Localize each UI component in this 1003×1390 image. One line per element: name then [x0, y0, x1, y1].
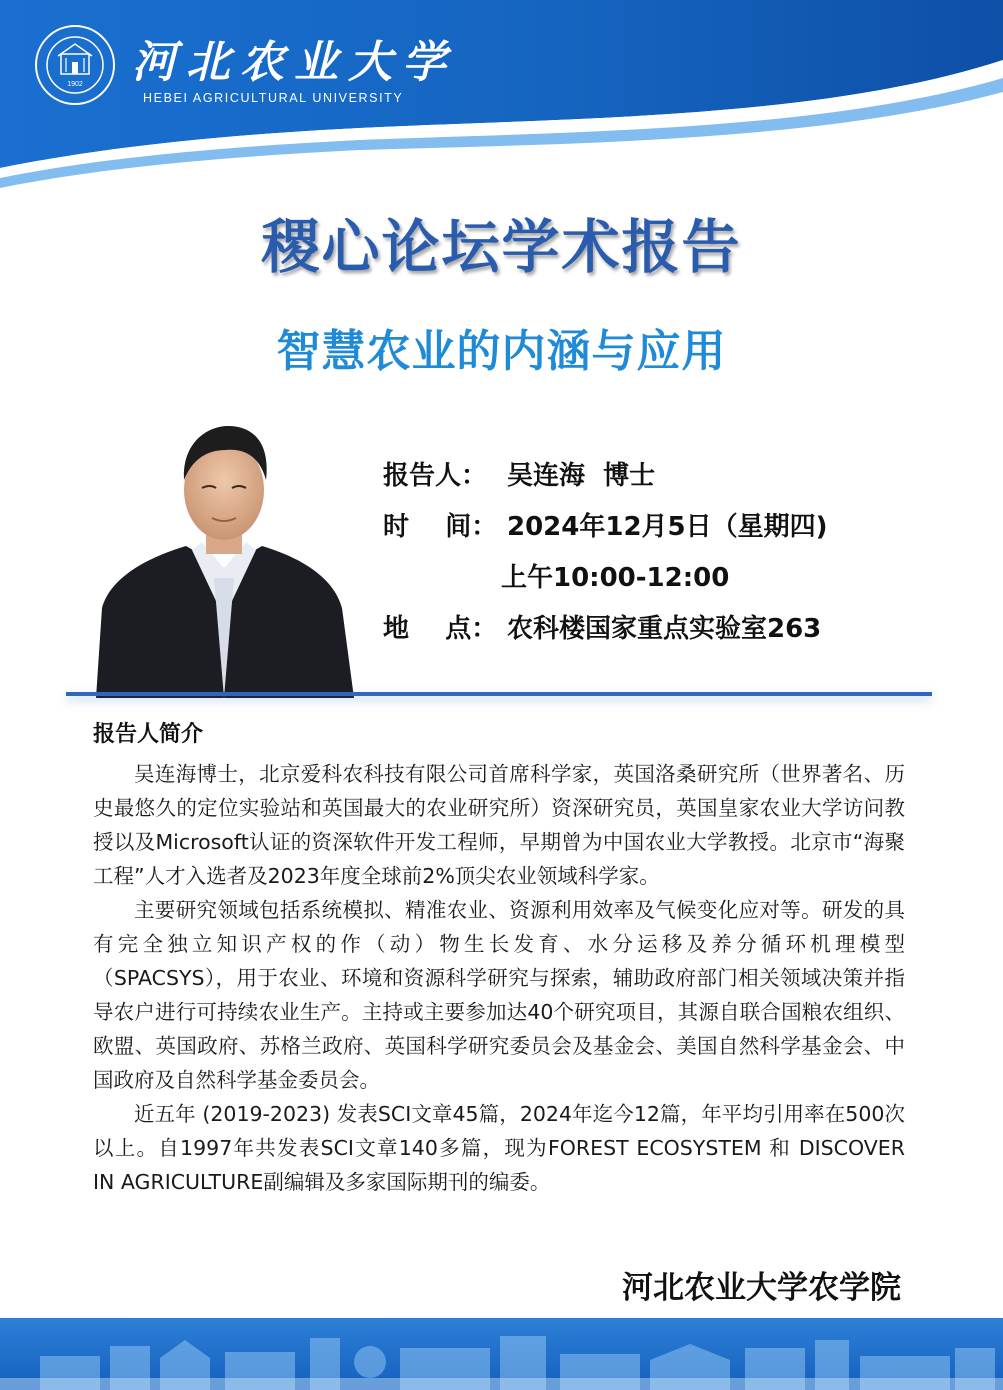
time-row-2: [383, 560, 828, 611]
place-row: [383, 611, 828, 662]
section-divider: [66, 692, 932, 696]
place-value: 农科楼国家重点实验室263: [507, 614, 822, 644]
event-info: [383, 458, 828, 662]
logo-year: 1902: [67, 81, 83, 88]
university-name-cn: 河北农业大学: [132, 37, 456, 88]
speaker-label: 报告人：: [383, 461, 488, 491]
university-seal-logo: [34, 24, 116, 106]
bio-paragraph: 主要研究领域包括系统模拟、精准农业、资源利用效率及气候变化应对等。研发的具有完全独立知识产权的作（动）物生长发育、水分运移及养分循环机理模型（SPACSYS），用于农业、环境和资源科学研究与探索，辅助政府部门相关领域决策并指导农户进行可持续农业生产。主持或主要参加达40个研究项目，其源自联合国粮农组织、欧盟、英国政府、苏格兰政府、英国科学研究委员会及基金会、美国自然科学基金会、中国政府及自然科学基金委员会。: [93, 898, 905, 1092]
organizer: 河北农业大学农学院: [622, 1270, 901, 1306]
time-value-2: 上午10:00-12:00: [501, 563, 730, 593]
campus-skyline-footer: [0, 1318, 1003, 1390]
bio-heading: 报告人简介: [93, 722, 204, 747]
bio-text: [93, 757, 905, 1199]
time-label: 时 间：: [383, 512, 498, 542]
time-value: 2024年12月5日（星期四): [507, 512, 828, 542]
forum-title: 稷心论坛学术报告: [261, 213, 742, 281]
speaker-photo: [96, 418, 354, 698]
university-name-en: HEBEI AGRICULTURAL UNIVERSITY: [143, 91, 404, 105]
speaker-row: [383, 458, 828, 509]
time-row: [383, 509, 828, 560]
bio-paragraph: 近五年 (2019-2023) 发表SCI文章45篇，2024年迄今12篇，年平均引用率在500次以上。自1997年共发表SCI文章140多篇，现为FOREST ECOSYSTEM 和 DISCOVER IN AGRICULTURE副编辑及多家国际期刊的编委。: [93, 1102, 905, 1194]
speaker-value: 吴连海 博士: [507, 461, 656, 491]
report-subtitle: 智慧农业的内涵与应用: [276, 326, 727, 377]
place-label: 地 点：: [383, 614, 498, 644]
bio-paragraph: 吴连海博士，北京爱科农科技有限公司首席科学家，英国洛桑研究所（世界著名、历史最悠久的定位实验站和英国最大的农业研究所）资深研究员，英国皇家农业大学访问教授以及Microsoft认证的资深软件开发工程师，早期曾为中国农业大学教授。北京市“海聚工程”人才入选者及2023年度全球前2%顶尖农业领域科学家。: [93, 762, 905, 888]
